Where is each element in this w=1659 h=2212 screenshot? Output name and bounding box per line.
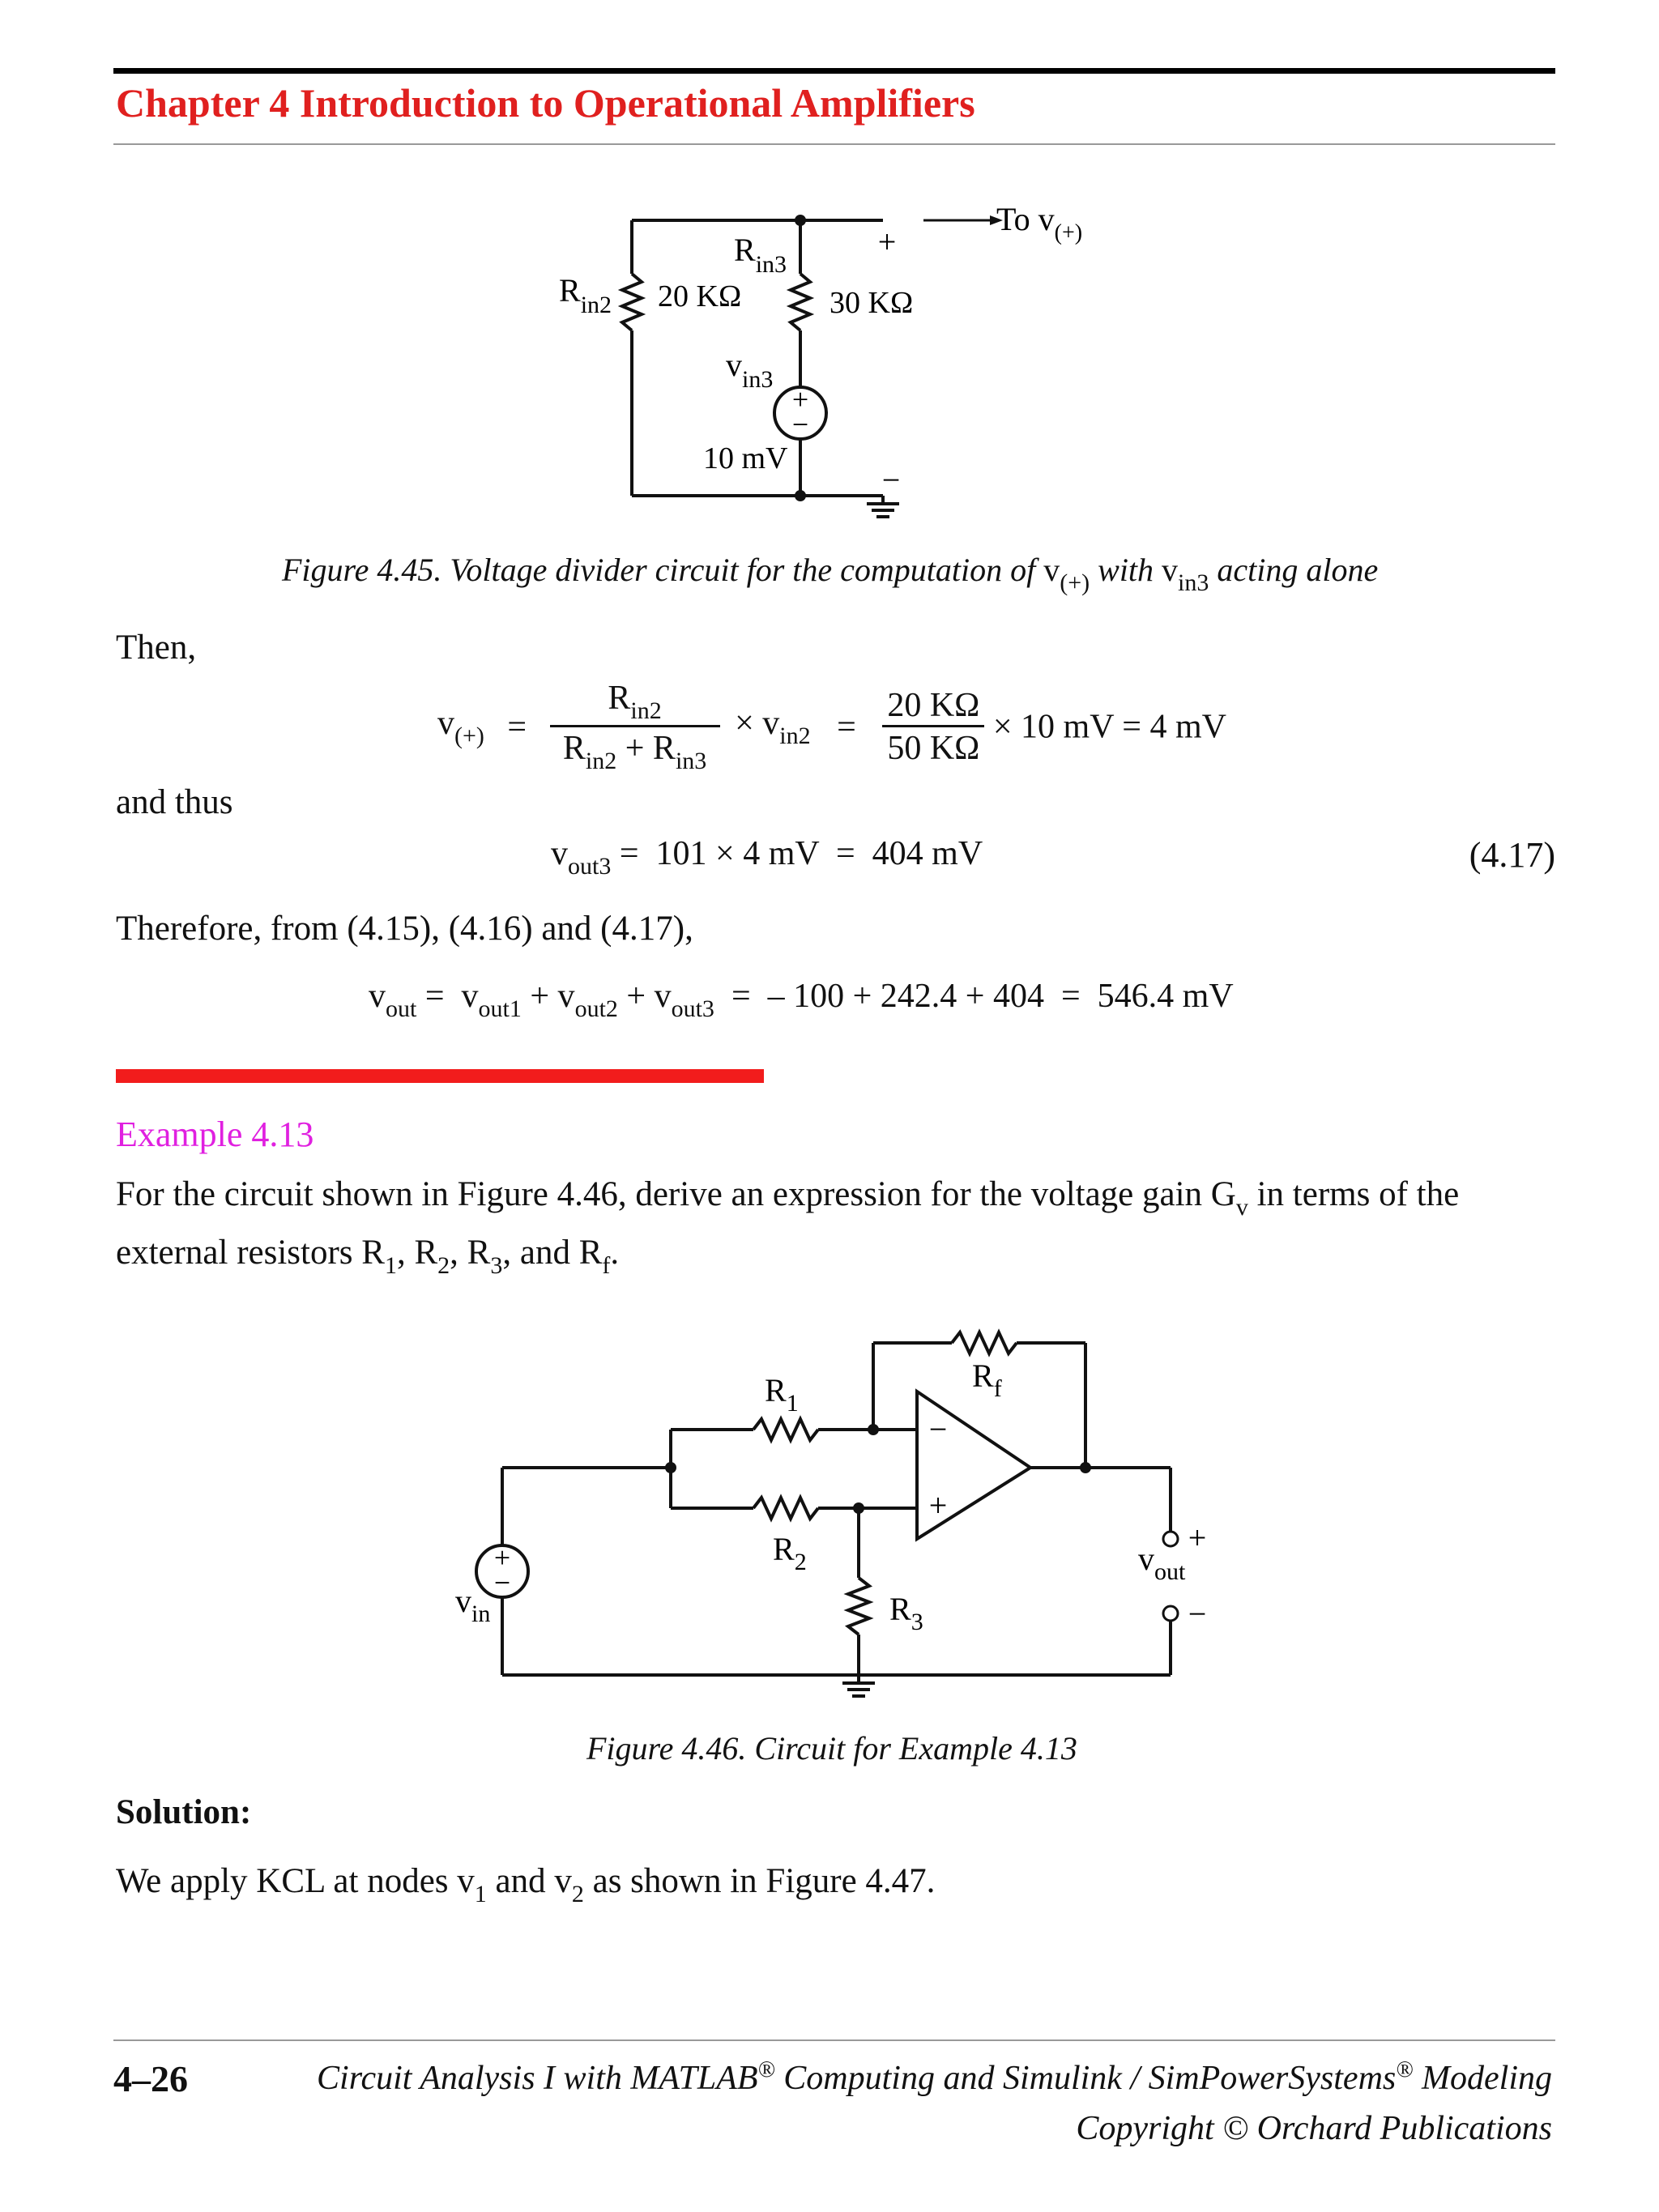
example-title: Example 4.13 <box>116 1115 314 1154</box>
opamp-plus: + <box>928 1487 948 1524</box>
solution-text: We apply KCL at nodes $v_1$ and $v_2$ as shown in Figure 4.47. <box>116 1862 936 1907</box>
text-and-thus: and thus <box>116 783 233 821</box>
equation-vout3: $v_{out3} = 101 \times 4$ mV = 404 mV <box>551 835 983 880</box>
vin3-label: $v_{in3}$ <box>726 347 774 393</box>
source-minus: − <box>791 408 809 441</box>
example-divider-bar <box>116 1069 764 1083</box>
figure-4-46-caption: Figure 4.46. Circuit for Example 4.13 <box>586 1730 1077 1767</box>
vout-label: $v_{out}$ <box>1138 1541 1186 1585</box>
figure-4-45-caption: Figure 4.45. Voltage divider circuit for the computation of $v_{(+)}$ with $v_{in3}$ acting alone <box>282 552 1379 596</box>
opamp-minus: − <box>928 1411 948 1447</box>
source-value: 10 mV <box>703 441 788 475</box>
vout-minus: − <box>1188 1596 1207 1632</box>
r1-label: $R_1$ <box>765 1372 799 1417</box>
footer-rule <box>113 2039 1555 2041</box>
solution-heading: Solution: <box>116 1793 252 1831</box>
rin2-label: $R_{in2}$ <box>559 272 612 318</box>
terminal-plus: + <box>877 224 897 260</box>
source-plus: + <box>791 383 809 416</box>
text-therefore: Therefore, from (4.15), (4.16) and (4.17), <box>116 910 693 948</box>
equation-vout: $v_{out} = v_{out1} + v_{out2} + v_{out3}$ = – 100 + 242.4 + 404 = 546.4 mV <box>369 978 1234 1022</box>
terminal-minus: − <box>881 462 901 498</box>
to-vplus-label: To $v_{(+)}$ <box>996 201 1083 245</box>
page-number: 4–26 <box>113 2058 188 2099</box>
figure-4-45-circuit <box>0 0 1659 583</box>
equation-vplus: $v_{(+)}$ = $\frac{R_{in2}}{R_{in2} + R_{in3}}$ × $v_{in2}$ = $\frac{20 K\Omega}{50 K\Omega}$ × 10 mV = 4 mV <box>437 680 1226 774</box>
figure-4-46-circuit <box>0 1296 1659 1733</box>
rin3-value: 30 KΩ <box>830 286 914 320</box>
r3-label: $R_3$ <box>889 1591 923 1635</box>
rin3-label: $R_{in3}$ <box>734 232 787 278</box>
equation-number-4-17: (4.17) <box>1469 835 1555 875</box>
example-line-2: external resistors $R_1$, $R_2$, $R_3$, and $R_f$. <box>116 1234 620 1279</box>
vin-source-minus: − <box>493 1566 511 1599</box>
rf-label: $R_f$ <box>972 1357 1002 1402</box>
chapter-title: Chapter 4 Introduction to Operational Amplifiers <box>116 80 975 126</box>
vin-source-plus: + <box>493 1541 511 1574</box>
footer-book-title: Circuit Analysis I with MATLAB® Computing and Simulink / SimPowerSystems® Modeling <box>317 2057 1552 2097</box>
vin-label: $v_{in}$ <box>455 1583 491 1627</box>
r2-label: $R_2$ <box>773 1531 807 1575</box>
text-then: Then, <box>116 629 197 667</box>
rin2-value: 20 KΩ <box>658 279 742 313</box>
footer-copyright: Copyright © Orchard Publications <box>1076 2110 1552 2147</box>
example-line-1: For the circuit shown in Figure 4.46, derive an expression for the voltage gain $G_v$ in terms of the <box>116 1175 1460 1221</box>
vout-plus: + <box>1188 1519 1207 1556</box>
